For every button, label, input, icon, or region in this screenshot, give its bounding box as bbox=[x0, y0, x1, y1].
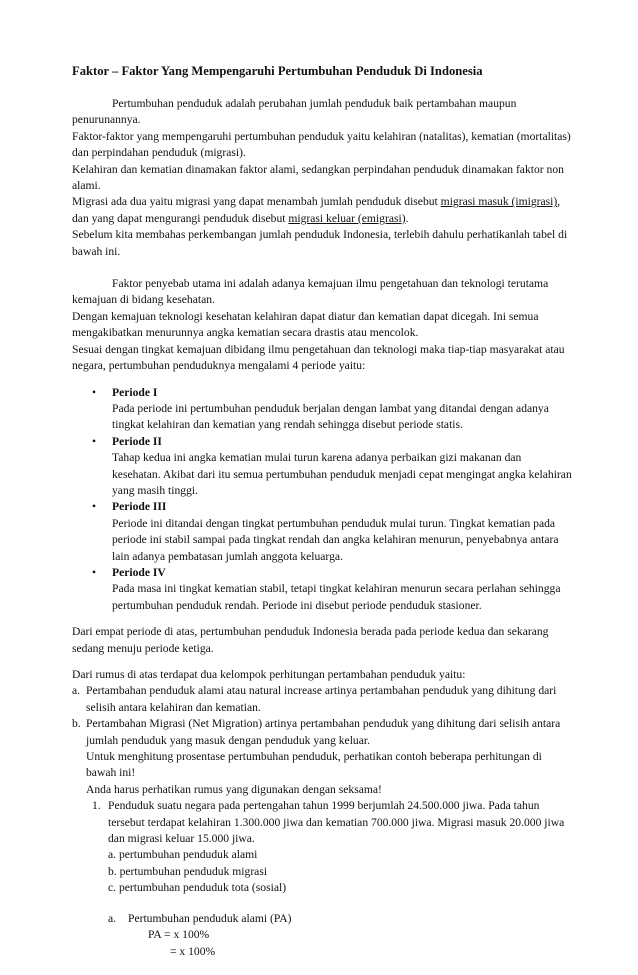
paragraph: Sesuai dengan tingkat kemajuan dibidang ilmu pengetahuan dan teknologi maka tiap-tiap masyarakat atau negara, pertumbuhan penduduknya mengalami 4 periode yaitu: bbox=[72, 342, 565, 373]
calculation-heading-row bbox=[108, 911, 572, 927]
list-item bbox=[72, 716, 572, 798]
list-item bbox=[72, 683, 572, 716]
calculation-block bbox=[108, 911, 572, 960]
item-label: b. bbox=[72, 717, 81, 731]
item-text: Pertambahan Migrasi (Net Migration) artinya pertambahan penduduk yang dihitung dari selisih antara jumlah penduduk yang masuk dengan penduduk yang keluar. bbox=[86, 717, 561, 747]
period-description: Tahap kedua ini angka kematian mulai turun karena adanya perbaikan gizi makanan dan kesehatan. Akibat dari itu semua pertumbuhan penduduk menjadi cepat mengingat angka kelahiran yang masih tinggi. bbox=[112, 451, 572, 497]
list-item bbox=[72, 385, 572, 434]
list-item bbox=[72, 499, 572, 565]
item-text: Pertambahan penduduk alami atau natural increase artinya pertambahan penduduk yang dihitung dari selisih antara kelahiran dan kematian. bbox=[86, 684, 557, 714]
paragraph: Sebelum kita membahas perkembangan jumlah penduduk Indonesia, terlebih dahulu perhatikanlah tabel di bawah ini. bbox=[72, 228, 568, 258]
period-heading: Periode I bbox=[112, 385, 158, 399]
paragraph: Dari empat periode di atas, pertumbuhan penduduk Indonesia berada pada periode kedua dan sekarang sedang menuju periode ketiga. bbox=[72, 625, 549, 655]
text-run: Migrasi ada dua yaitu migrasi yang dapat menambah jumlah penduduk disebut bbox=[72, 195, 441, 209]
text-run: , dan yang dapat mengurangi penduduk disebut bbox=[72, 195, 561, 225]
example-label: 1. bbox=[92, 799, 101, 813]
paragraph bbox=[72, 194, 572, 227]
paragraph: Faktor-faktor yang mempengaruhi pertumbuhan penduduk yaitu kelahiran (natalitas), kematian (mortalitas) dan perpindahan penduduk (migrasi). bbox=[72, 129, 571, 160]
example-sub: a. pertumbuhan penduduk alami bbox=[108, 848, 258, 862]
example-text: Penduduk suatu negara pada pertengahan tahun 1999 berjumlah 24.500.000 jiwa. Pada tahun tersebut terdapat kelahiran 1.300.000 jiwa dan kematian 700.000 jiwa. Migrasi masuk 20.000 jiwa dan migrasi keluar 15.000 jiwa. bbox=[108, 799, 565, 846]
example-problem bbox=[72, 798, 572, 960]
formula-line: = x 100% bbox=[170, 944, 216, 958]
calculation-label: a. bbox=[108, 911, 117, 925]
text-run: . bbox=[405, 211, 409, 225]
paragraph: Dengan kemajuan teknologi kesehatan kelahiran dapat diatur dan kematian dapat dicegah. Ini semua mengakibatkan menurunnya angka kematian secara drastis atau mencolok. bbox=[72, 309, 539, 340]
page-title: Faktor – Faktor Yang Mempengaruhi Pertumbuhan Penduduk Di Indonesia bbox=[72, 64, 483, 78]
item-text: Anda harus perhatikan rumus yang digunakan dengan seksama! bbox=[86, 782, 382, 796]
paragraph: Kelahiran dan kematian dinamakan faktor alami, sedangkan perpindahan penduduk dinamakan faktor non alami. bbox=[72, 162, 564, 193]
factor-section bbox=[72, 276, 572, 374]
calculation-title: Pertumbuhan penduduk alami (PA) bbox=[128, 911, 292, 925]
item-text: Untuk menghitung prosentase pertumbuhan penduduk, perhatikan contoh beberapa perhitungan di bawah ini! bbox=[86, 750, 542, 780]
bullet-icon: • bbox=[92, 500, 97, 514]
period-description: Pada masa ini tingkat kematian stabil, tetapi tingkat kelahiran menurun secara perlahan sehingga pertumbuhan penduduk rendah. Periode ini disebut periode penduduk stasioner. bbox=[112, 582, 561, 612]
period-heading: Periode III bbox=[112, 500, 167, 514]
underlined-term: migrasi keluar (emigrasi) bbox=[288, 211, 406, 225]
period-description: Pada periode ini pertumbuhan penduduk berjalan dengan lambat yang ditandai dengan adanya tingkat kelahiran dan kematian yang rendah sehingga disebut periode statis. bbox=[112, 401, 549, 432]
formula-line: PA = x 100% bbox=[148, 928, 210, 942]
paragraph: Dari rumus di atas terdapat dua kelompok perhitungan pertambahan penduduk yaitu: bbox=[72, 668, 466, 681]
document-body bbox=[72, 62, 572, 960]
list-item bbox=[72, 434, 572, 500]
bullet-icon: • bbox=[92, 565, 97, 579]
bullet-icon: • bbox=[92, 385, 97, 399]
period-heading: Periode II bbox=[112, 434, 162, 448]
paragraph: Pertumbuhan penduduk adalah perubahan jumlah penduduk baik pertambahan maupun penurunannya. bbox=[72, 97, 517, 127]
period-heading: Periode IV bbox=[112, 565, 166, 579]
calculation-groups bbox=[72, 683, 572, 798]
intro-section bbox=[72, 96, 572, 260]
underlined-term: migrasi masuk (imigrasi) bbox=[440, 195, 558, 209]
list-item bbox=[72, 565, 572, 614]
period-list bbox=[72, 385, 572, 615]
example-sub: b. pertumbuhan penduduk migrasi bbox=[108, 864, 268, 878]
period-description: Periode ini ditandai dengan tingkat pertumbuhan penduduk mulai turun. Tingkat kematian pada periode ini stabil sampai pada tingkat rendah dan angka kelahiran menurun, penyebabnya antara lain adanya pembatasan jumlah anggota keluarga. bbox=[112, 516, 559, 563]
example-sub: c. pertumbuhan penduduk tota (sosial) bbox=[108, 881, 287, 895]
bullet-icon: • bbox=[92, 434, 97, 448]
paragraph: Faktor penyebab utama ini adalah adanya kemajuan ilmu pengetahuan dan teknologi terutama kemajuan di bidang kesehatan. bbox=[72, 277, 549, 307]
item-label: a. bbox=[72, 684, 81, 698]
